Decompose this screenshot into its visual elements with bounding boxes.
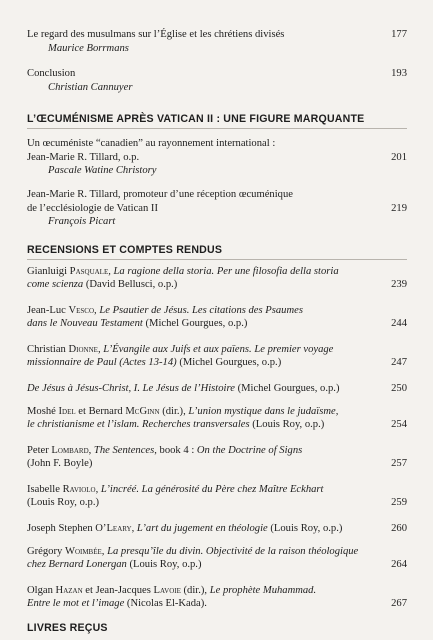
entry-page: 239 (391, 278, 407, 290)
review-entry: Moshé Idel et Bernard McGinn (dir.), L’union mystique dans le judaïsme, le christianisme et l’islam. Recherches transversales (Louis Roy, o.p.) 254 (27, 406, 407, 430)
entry-page: 193 (391, 68, 407, 79)
author-surname: Vesco (68, 305, 95, 316)
entry-author: Maurice Borrmans (48, 42, 129, 54)
entry-page: 201 (391, 151, 407, 163)
entry-page: 254 (391, 418, 407, 430)
entry-page: 257 (391, 457, 407, 469)
toc-entry (27, 137, 407, 178)
entry-page: 247 (391, 356, 407, 368)
entry-page: 260 (391, 523, 407, 534)
review-entry: De Jésus à Jésus-Christ, I. Le Jésus de l’Histoire (Michel Gourgues, o.p.) 250 (27, 383, 407, 394)
review-entry: Isabelle Raviolo, L’incréé. La générosité du Père chez Maître Eckhart (Louis Roy, o.p.) 259 (27, 484, 407, 508)
entry-author: Pascale Watine Christory (48, 165, 157, 176)
entry-title-line2: de l’ecclésiologie de Vatican II (27, 202, 158, 214)
entry-page: 177 (391, 29, 407, 40)
entry-page: 244 (391, 317, 407, 329)
toc-entry (27, 67, 407, 94)
entry-title-line2: Jean-Marie R. Tillard, o.p. (27, 151, 140, 163)
entry-title-line1: Jean-Marie R. Tillard, promoteur d’une réception œcuménique (27, 189, 293, 200)
entry-title: Le regard des musulmans sur l’Église et les chrétiens divisés (27, 29, 285, 40)
review-entry: Grégory Woimbée, La presqu’île du divin. Objectivité de la raison théologique chez Bernard Lonergan (Louis Roy, o.p.) 264 (27, 546, 407, 570)
author-surname: Dionne (68, 344, 98, 355)
entry-page: 264 (391, 558, 407, 570)
section-heading: LIVRES REÇUS (27, 622, 108, 634)
review-entry: Jean-Luc Vesco, Le Psautier de Jésus. Les citations des Psaumes dans le Nouveau Testament (Michel Gourgues, o.p.) 244 (27, 305, 407, 329)
entry-page: 219 (391, 202, 407, 214)
entry-page: 267 (391, 597, 407, 609)
entry-title: Conclusion (27, 68, 76, 79)
review-entry: Peter Lombard, The Sentences, book 4 : On the Doctrine of Signs (John F. Boyle) 257 (27, 445, 407, 469)
author-surname: Pasquale (69, 266, 109, 277)
review-entry: Gianluigi Pasquale, La ragione della storia. Per une filosofia della storia come scienza (David Bellusci, o.p.) 239 (27, 266, 407, 290)
review-entry: Joseph Stephen O’Leary, L’art du jugement en théologie (Louis Roy, o.p.) 260 (27, 523, 407, 534)
section-heading: RECENSIONS ET COMPTES RENDUS (27, 244, 223, 256)
review-entry: Christian Dionne, L’Évangile aux Juifs et aux païens. Le premier voyage missionnaire de Paul (Actes 13-14) (Michel Gourgues, o.p.) 247 (27, 344, 407, 368)
entry-page: 250 (391, 383, 407, 394)
entry-author: François Picart (48, 216, 116, 227)
section-rule (27, 259, 407, 260)
toc-entry (27, 28, 407, 55)
toc-entry (27, 188, 407, 229)
section-heading: L’ŒCUMÉNISME APRÈS VATICAN II : UNE FIGURE MARQUANTE (27, 113, 365, 125)
entry-author: Christian Cannuyer (48, 81, 133, 93)
review-entry: Olgan Hazan et Jean-Jacques Lavoie (dir.), Le prophète Muhammad. Entre le mot et l’image (Nicolas El-Kada). 267 (27, 585, 407, 609)
entry-title-line1: Un œcuméniste “canadien” au rayonnement international : (27, 138, 276, 149)
entry-page: 259 (391, 496, 407, 508)
section-rule (27, 128, 407, 129)
